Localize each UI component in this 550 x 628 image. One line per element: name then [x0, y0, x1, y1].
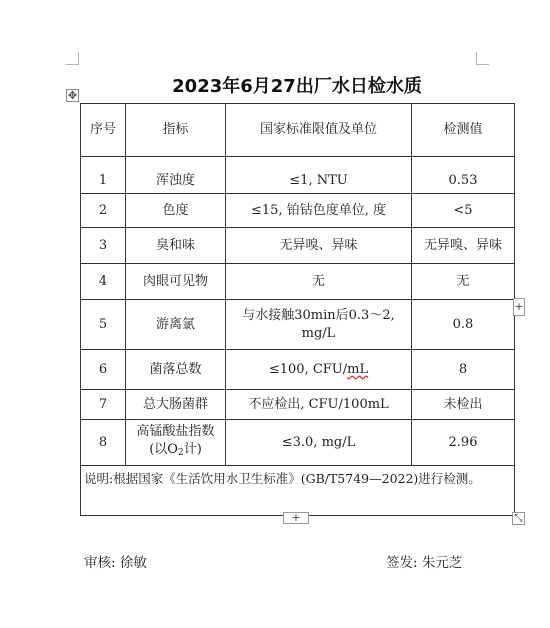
row-limit: 无	[226, 264, 412, 300]
row-item-line1: 高锰酸盐指数	[136, 424, 215, 439]
header-cell-value: 检测值	[412, 104, 515, 157]
page-corner-mark-top-left	[66, 52, 79, 65]
row-limit: ≤1, NTU	[226, 157, 412, 194]
row-limit-prefix: ≤100, CFU/	[268, 361, 348, 377]
row-no: 3	[81, 228, 126, 264]
issuer-signature: 签发: 朱元芝	[386, 555, 463, 571]
row-value: 8	[412, 350, 515, 390]
row-item: 肉眼可见物	[126, 264, 226, 300]
row-item: 菌落总数	[126, 350, 226, 390]
table-row	[81, 264, 515, 300]
table-note: 说明:根据国家《生活饮用水卫生标准》(GB/T5749—2022)进行检测。	[81, 466, 515, 516]
row-no: 6	[81, 350, 126, 390]
table-resize-handle-icon[interactable]: ⤡	[512, 512, 525, 525]
table-row	[81, 390, 515, 420]
header-cell-no: 序号	[81, 104, 126, 157]
table-row	[81, 300, 515, 350]
row-limit: 与水接触30min后0.3～2, mg/L	[226, 300, 412, 350]
row-limit: ≤15, 铂钴色度单位, 度	[226, 194, 412, 228]
reviewer-signature: 审核: 徐敏	[84, 555, 147, 571]
row-item: 游离氯	[126, 300, 226, 350]
row-no: 7	[81, 390, 126, 420]
row-item: 总大肠菌群	[126, 390, 226, 420]
row-value: 无异嗅、异味	[412, 228, 515, 264]
header-cell-limit: 国家标准限值及单位	[226, 104, 412, 157]
table-header-row	[81, 104, 515, 157]
row-no: 5	[81, 300, 126, 350]
row-limit: ≤3.0, mg/L	[226, 420, 412, 466]
table-row	[81, 157, 515, 194]
table-move-handle-icon[interactable]: ✥	[67, 89, 78, 102]
page-corner-mark-top-right	[476, 52, 489, 65]
row-item-line2: (以$O_2$计)	[149, 442, 202, 458]
table-row	[81, 228, 515, 264]
add-row-button[interactable]: +	[283, 512, 309, 524]
table-row	[81, 350, 515, 390]
header-cell-item: 指标	[126, 104, 226, 157]
row-no: 1	[81, 157, 126, 194]
row-item: 臭和味	[126, 228, 226, 264]
document-title: 2023年6月27出厂水日检水质	[172, 76, 422, 97]
row-item: 浑浊度	[126, 157, 226, 194]
row-value: 2.96	[412, 420, 515, 466]
spellcheck-flagged-text[interactable]: mL	[347, 361, 369, 377]
row-no: 4	[81, 264, 126, 300]
row-value: 未检出	[412, 390, 515, 420]
row-value: 0.53	[412, 157, 515, 194]
table-note-row	[81, 466, 515, 516]
table-row	[81, 194, 515, 228]
row-no: 2	[81, 194, 126, 228]
row-limit: 不应检出, CFU/100mL	[226, 390, 412, 420]
row-item: 色度	[126, 194, 226, 228]
water-quality-table	[80, 103, 515, 516]
table-row	[81, 420, 515, 466]
add-column-button[interactable]: +	[513, 298, 525, 316]
row-limit: 无异嗅、异味	[226, 228, 412, 264]
row-no: 8	[81, 420, 126, 466]
row-limit	[226, 350, 412, 390]
row-item	[126, 420, 226, 466]
row-value: <5	[412, 194, 515, 228]
row-value: 0.8	[412, 300, 515, 350]
row-value: 无	[412, 264, 515, 300]
